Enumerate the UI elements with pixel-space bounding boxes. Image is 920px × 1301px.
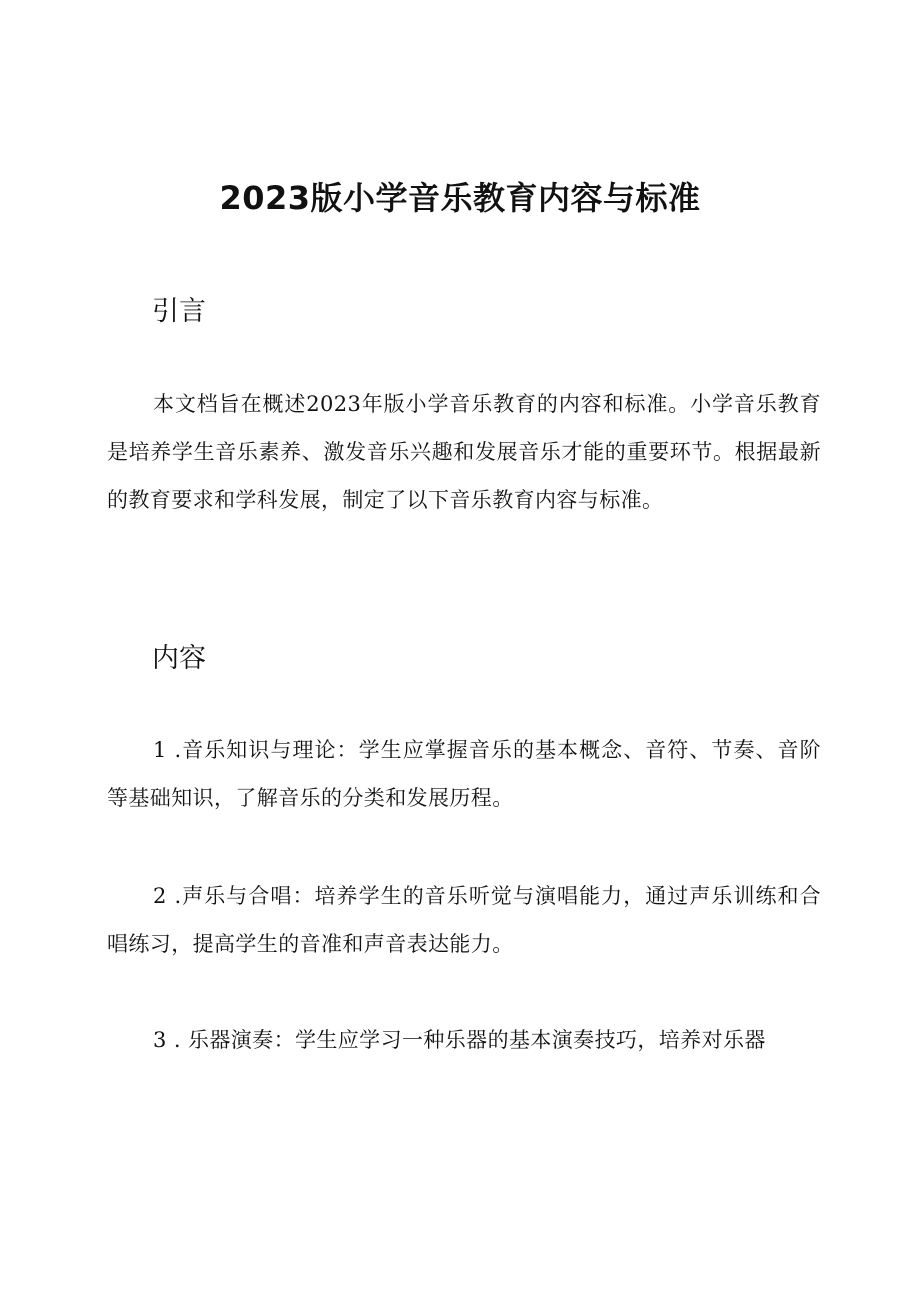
section-heading-content: 内容 xyxy=(152,643,206,674)
document-title: 2023版小学音乐教育内容与标准 xyxy=(219,179,701,217)
content-item-vocal-choir: 2 .声乐与合唱：培养学生的音乐听觉与演唱能力，通过声乐训练和合唱练习，提高学生的音准和声音表达能力。 xyxy=(107,884,821,956)
section-heading-introduction: 引言 xyxy=(152,296,206,327)
introduction-paragraph: 本文档旨在概述2023年版小学音乐教育的内容和标准。小学音乐教育是培养学生音乐素养、激发音乐兴趣和发展音乐才能的重要环节。根据最新的教育要求和学科发展，制定了以下音乐教育内容与标准。 xyxy=(107,392,821,512)
content-item-instrument: 3 . 乐器演奏：学生应学习一种乐器的基本演奏技巧，培养对乐器 xyxy=(153,1028,766,1052)
content-item-music-theory: 1 .音乐知识与理论：学生应掌握音乐的基本概念、音符、节奏、音阶等基础知识，了解音乐的分类和发展历程。 xyxy=(107,738,821,810)
